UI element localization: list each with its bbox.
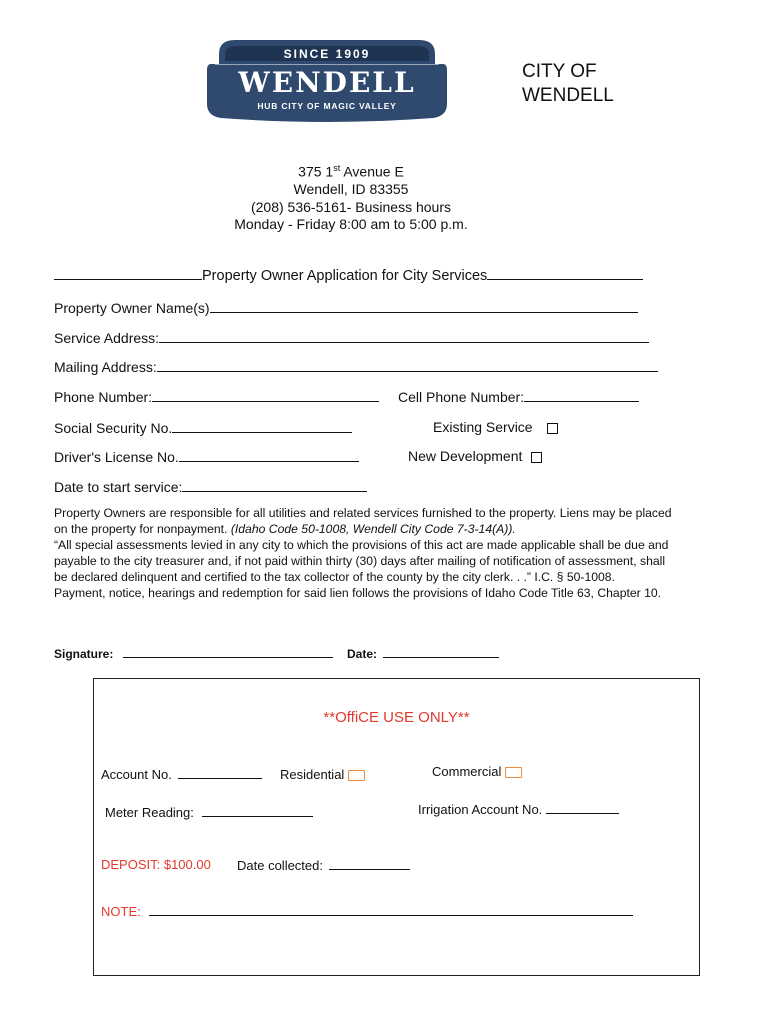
logo-tagline: HUB CITY OF MAGIC VALLEY: [257, 101, 397, 111]
ssn-field[interactable]: Social Security No.: [54, 418, 352, 437]
cell-phone-field[interactable]: Cell Phone Number:: [398, 387, 639, 406]
notice-paragraph-2: “All special assessments levied in any city to which the provisions of this act are made applicable shall be due and payable to the city treasurer and, if not paid within thirty (30) days after mailing of notification of assessment, shall be declared delinquent and certified to the tax collector of the county by the city clerk. . .” I.C. § 50-1008.: [54, 538, 669, 584]
residential-checkbox-icon[interactable]: [348, 770, 365, 781]
deposit-amount: DEPOSIT: $100.00: [101, 857, 211, 872]
deposit-field: [101, 857, 211, 873]
commercial-checkbox-icon[interactable]: [505, 767, 522, 778]
city-heading: [522, 60, 614, 108]
signature-field[interactable]: Signature:: [54, 645, 333, 662]
mailing-address-field[interactable]: Mailing Address:: [54, 357, 658, 376]
note-label: NOTE:: [101, 904, 141, 919]
office-use-title: **OffiCE USE ONLY**: [323, 709, 470, 726]
new-development-option[interactable]: New Development: [408, 447, 542, 465]
notice-paragraph-3: Payment, notice, hearings and redemption for said lien follows the provisions of Idaho Code Title 63, Chapter 10.: [54, 586, 662, 600]
city-line-2: WENDELL: [522, 85, 614, 106]
account-number-field[interactable]: Account No.: [101, 766, 262, 783]
lien-notice: [54, 505, 674, 601]
notice-paragraph-1: Property Owners are responsible for all utilities and related services furnished to the property. Liens may be placed on the property for nonpayment. (Idaho Code 50-1008, Wendell City Code 7-3-14(A)).: [54, 506, 672, 536]
business-hours: Monday - Friday 8:00 am to 5:00 p.m.: [234, 216, 468, 233]
meter-reading-field[interactable]: Meter Reading:: [105, 804, 313, 821]
commercial-option[interactable]: Commercial: [432, 764, 522, 780]
logo-since: SINCE 1909: [283, 47, 371, 61]
owner-name-field[interactable]: Property Owner Name(s): [54, 298, 638, 317]
drivers-license-field[interactable]: Driver's License No.: [54, 447, 359, 466]
city-state-zip: Wendell, ID 83355: [293, 181, 409, 198]
logo-name: WENDELL: [238, 66, 416, 99]
note-field[interactable]: [101, 903, 633, 920]
address-block: [180, 160, 522, 234]
signature-date-field[interactable]: Date:: [347, 645, 499, 662]
logo-badge-icon: [205, 34, 449, 122]
form-title: Property Owner Application for City Services: [54, 265, 660, 285]
street-address: 375 1st Avenue E: [298, 163, 404, 180]
wendell-logo: [205, 34, 449, 122]
existing-service-option[interactable]: Existing Service: [433, 418, 558, 436]
office-use-section: [93, 678, 700, 976]
phone-number-field[interactable]: Phone Number:: [54, 387, 379, 406]
service-address-field[interactable]: Service Address:: [54, 328, 649, 347]
date-collected-field[interactable]: Date collected:: [237, 857, 410, 874]
existing-service-checkbox[interactable]: [547, 423, 558, 434]
residential-option[interactable]: Residential: [280, 767, 365, 783]
phone-hours: (208) 536-5161- Business hours: [250, 198, 451, 215]
new-development-checkbox[interactable]: [531, 452, 542, 463]
start-date-field[interactable]: Date to start service:: [54, 477, 367, 496]
irrigation-account-field[interactable]: Irrigation Account No.: [418, 801, 619, 818]
city-line-1: CITY OF: [522, 61, 597, 82]
